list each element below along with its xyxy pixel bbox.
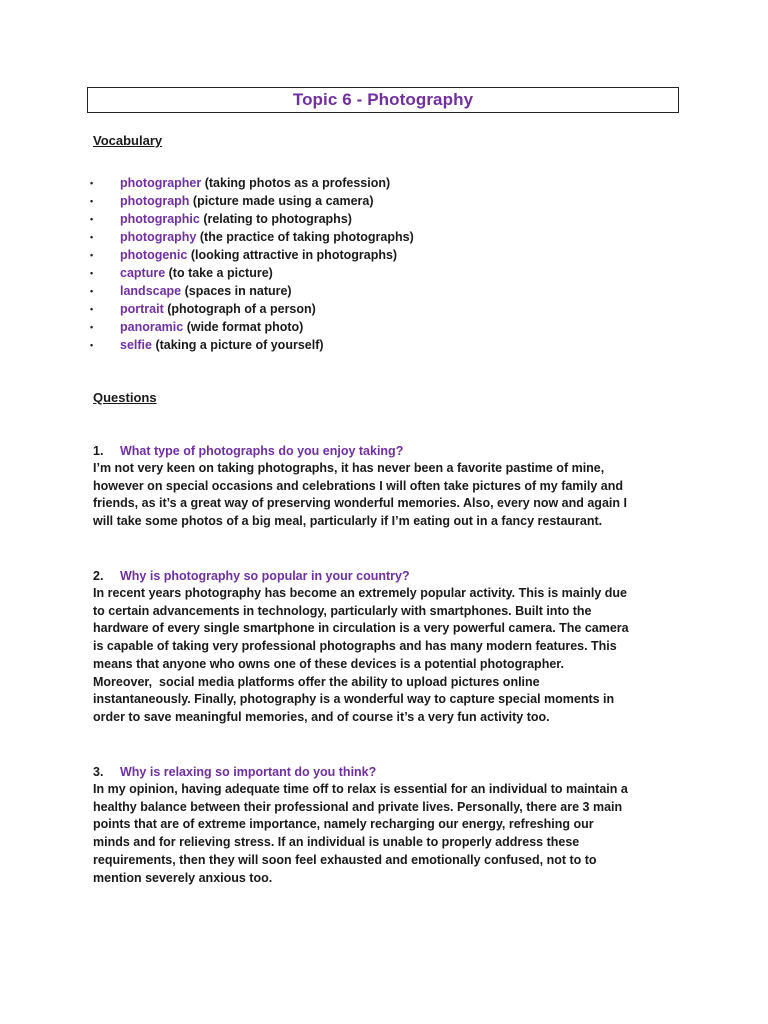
bullet-icon: • [90,250,94,260]
answer-paragraph [93,460,683,531]
answer-line: I’m not very keen on taking photographs, it has never been a favorite pastime of mine, [93,461,605,475]
answer-line: however on special occasions and celebrations I will often take pictures of my family and [93,478,624,493]
answer-paragraph [93,585,683,727]
answer-line: to certain advancements in technology, particularly with smartphones. Built into the [93,603,592,618]
question-text: Why is relaxing so important do you think? [120,765,377,779]
vocab-term: photography [120,230,197,244]
bullet-icon: • [90,340,94,350]
bullet-icon: • [90,268,94,278]
answer-paragraph [93,781,683,887]
answer-line: healthy balance between their professional and private lives. Personally, there are 3 main [93,799,623,814]
question-line [93,442,683,460]
answer-line: points that are of extreme importance, namely recharging our energy, refreshing our [93,817,594,832]
bullet-icon: • [90,178,94,188]
questions-heading: Questions [93,390,157,405]
vocab-definition: (picture made using a camera) [189,194,374,208]
vocab-definition: (taking photos as a profession) [201,176,391,190]
answer-line: minds and for relieving stress. If an individual is unable to properly address these [93,835,580,850]
answer-line: Moreover, social media platforms offer the ability to upload pictures online [93,674,540,689]
vocab-term: photographic [120,212,200,226]
question-line [93,763,683,781]
vocabulary-heading: Vocabulary [93,133,163,148]
answer-line: hardware of every single smartphone in circulation is a very powerful camera. The camera [93,621,629,636]
question-line [93,567,683,585]
question-number: 2. [93,569,104,583]
bullet-icon: • [90,196,94,206]
vocab-term: portrait [120,302,164,316]
answer-line: requirements, then they will soon feel exhausted and emotionally confused, not to to [93,852,597,867]
answer-line: order to save meaningful memories, and of course it’s a very fun activity too. [93,709,550,724]
question-text: Why is photography so popular in your country? [120,569,410,583]
answer-line: In recent years photography has become an extremely popular activity. This is mainly due [93,586,627,600]
vocab-term: photogenic [120,248,188,262]
vocab-term: photograph [120,194,190,208]
page-title: Topic 6 - Photography [292,90,474,109]
vocab-term: selfie [120,338,152,352]
answer-line: mention severely anxious too. [93,870,273,885]
vocab-definition: (relating to photographs) [199,212,352,226]
vocab-term: photographer [120,176,202,190]
question-number: 3. [93,765,104,779]
vocab-term: panoramic [120,320,184,334]
vocab-definition: (looking attractive in photographs) [187,248,398,262]
answer-line: friends, as it’s a great way of preserving wonderful memories. Also, every now and again I [93,496,627,511]
answer-line: instantaneously. Finally, photography is a wonderful way to capture special moments in [93,692,615,707]
vocab-definition: (to take a picture) [165,266,273,280]
vocab-term: landscape [120,284,182,298]
vocab-definition: (taking a picture of yourself) [151,338,324,352]
vocab-definition: (the practice of taking photographs) [196,230,414,244]
answer-line: means that anyone who owns one of these devices is a potential photographer. [93,656,564,671]
answer-line: In my opinion, having adequate time off to relax is essential for an individual to maintain a [93,782,628,796]
bullet-icon: • [90,286,94,296]
question-text: What type of photographs do you enjoy taking? [120,444,404,458]
bullet-icon: • [90,232,94,242]
question-number: 1. [93,444,104,458]
vocab-definition: (photograph of a person) [163,302,316,316]
vocab-term: capture [120,266,166,280]
question-block [93,763,683,887]
vocab-definition: (wide format photo) [183,320,304,334]
vocab-definition: (spaces in nature) [181,284,292,298]
title-box [87,87,679,113]
answer-line: will take some photos of a big meal, particularly if I’m eating out in a fancy restaurant. [93,514,603,529]
bullet-icon: • [90,322,94,332]
answer-line: is capable of taking very professional photographs and has many modern features. This [93,639,617,654]
question-block [93,567,683,727]
bullet-icon: • [90,304,94,314]
bullet-icon: • [90,214,94,224]
question-block [93,442,683,531]
